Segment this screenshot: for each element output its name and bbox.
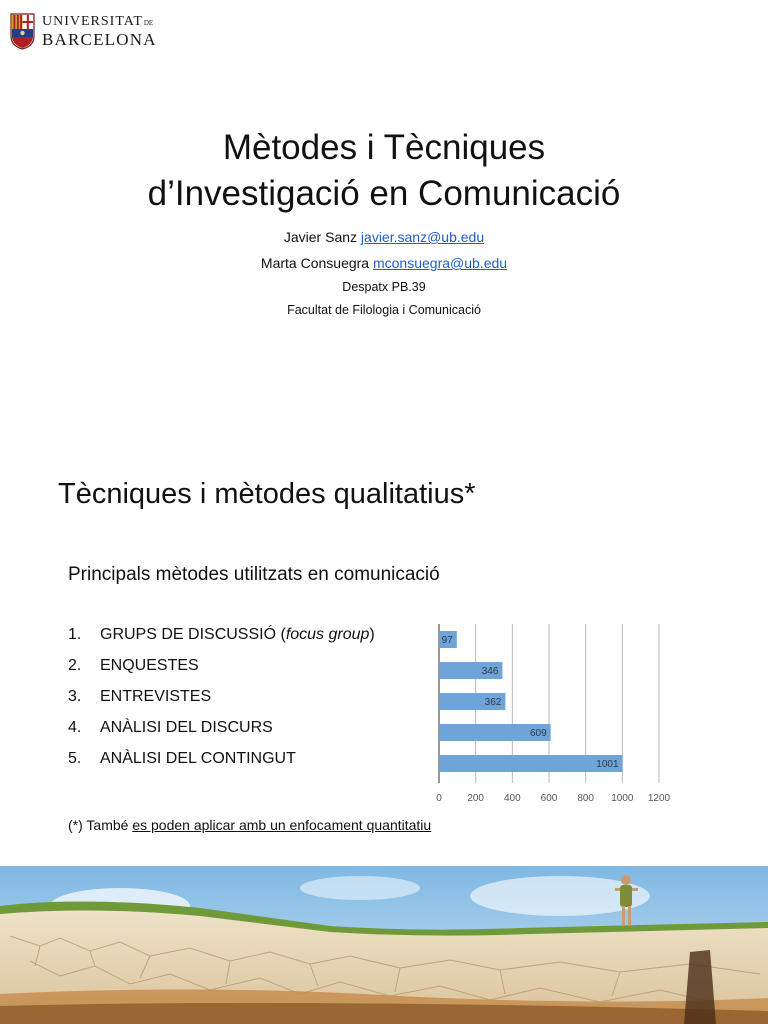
slide-heading: Tècniques i mètodes qualitatius* xyxy=(58,478,476,510)
methods-slide xyxy=(0,420,768,1024)
list-number: 2. xyxy=(68,657,82,674)
list-label-italic: focus group xyxy=(285,626,370,643)
x-tick-label: 400 xyxy=(503,793,521,804)
x-tick-label: 200 xyxy=(467,793,485,804)
list-label-after: ) xyxy=(369,626,375,643)
teacher1-email-link[interactable]: javier.sanz@ub.edu xyxy=(360,229,485,245)
methods-list xyxy=(68,626,375,781)
logo-line1-suffix: DE xyxy=(143,18,154,27)
teacher2-name: Marta Consuegra xyxy=(260,255,370,271)
list-number: 1. xyxy=(68,626,82,643)
course-title-line1: Mètodes i Tècniques xyxy=(222,128,546,167)
x-tick-label: 800 xyxy=(577,793,595,804)
bar-value-label: 362 xyxy=(484,697,502,708)
teacher2-line xyxy=(0,255,768,271)
teacher1-line xyxy=(0,229,768,245)
list-label: ANÀLISI DEL CONTINGUT xyxy=(100,750,296,767)
bar-value-label: 346 xyxy=(481,666,499,677)
faculty: Facultat de Filologia i Comunicació xyxy=(287,303,481,317)
methods-bar-chart xyxy=(425,620,685,805)
logo-line2: BARCELONA xyxy=(42,29,157,49)
footnote xyxy=(68,817,431,833)
list-label: ENTREVISTES xyxy=(100,688,212,705)
cracked-earth-photo xyxy=(0,866,768,1024)
university-logo xyxy=(9,12,157,50)
footnote-prefix: (*) També xyxy=(68,817,133,833)
bar-value-label: 97 xyxy=(441,635,453,646)
list-number: 5. xyxy=(68,750,82,767)
list-number: 4. xyxy=(68,719,82,736)
bar-value-label: 609 xyxy=(529,728,547,739)
x-tick-label: 1000 xyxy=(611,793,634,804)
course-title-line2: d’Investigació en Comunicació xyxy=(147,174,621,213)
footnote-underlined: es poden aplicar amb un enfocament quantitatiu xyxy=(132,817,432,833)
teacher2-email-link[interactable]: mconsuegra@ub.edu xyxy=(372,255,508,271)
list-item xyxy=(68,719,375,750)
list-label: GRUPS DE DISCUSSIÓ ( xyxy=(100,626,286,643)
x-tick-label: 1200 xyxy=(647,793,671,804)
list-item xyxy=(68,750,375,781)
logo-line1: UNIVERSITAT xyxy=(42,13,143,29)
x-tick-label: 600 xyxy=(540,793,558,804)
bar-value-label: 1001 xyxy=(596,759,619,770)
list-label: ENQUESTES xyxy=(100,657,199,674)
list-label: ANÀLISI DEL DISCURS xyxy=(100,719,273,736)
teacher1-name: Javier Sanz xyxy=(283,229,358,245)
title-slide xyxy=(0,0,768,420)
bar xyxy=(439,755,623,772)
university-shield-icon xyxy=(9,12,36,50)
list-item xyxy=(68,688,375,719)
x-tick-label: 0 xyxy=(436,793,442,804)
list-number: 3. xyxy=(68,688,82,705)
office: Despatx PB.39 xyxy=(342,280,426,294)
slide-subheading: Principals mètodes utilitzats en comunicació xyxy=(68,564,440,585)
list-item xyxy=(68,626,375,657)
list-item xyxy=(68,657,375,688)
